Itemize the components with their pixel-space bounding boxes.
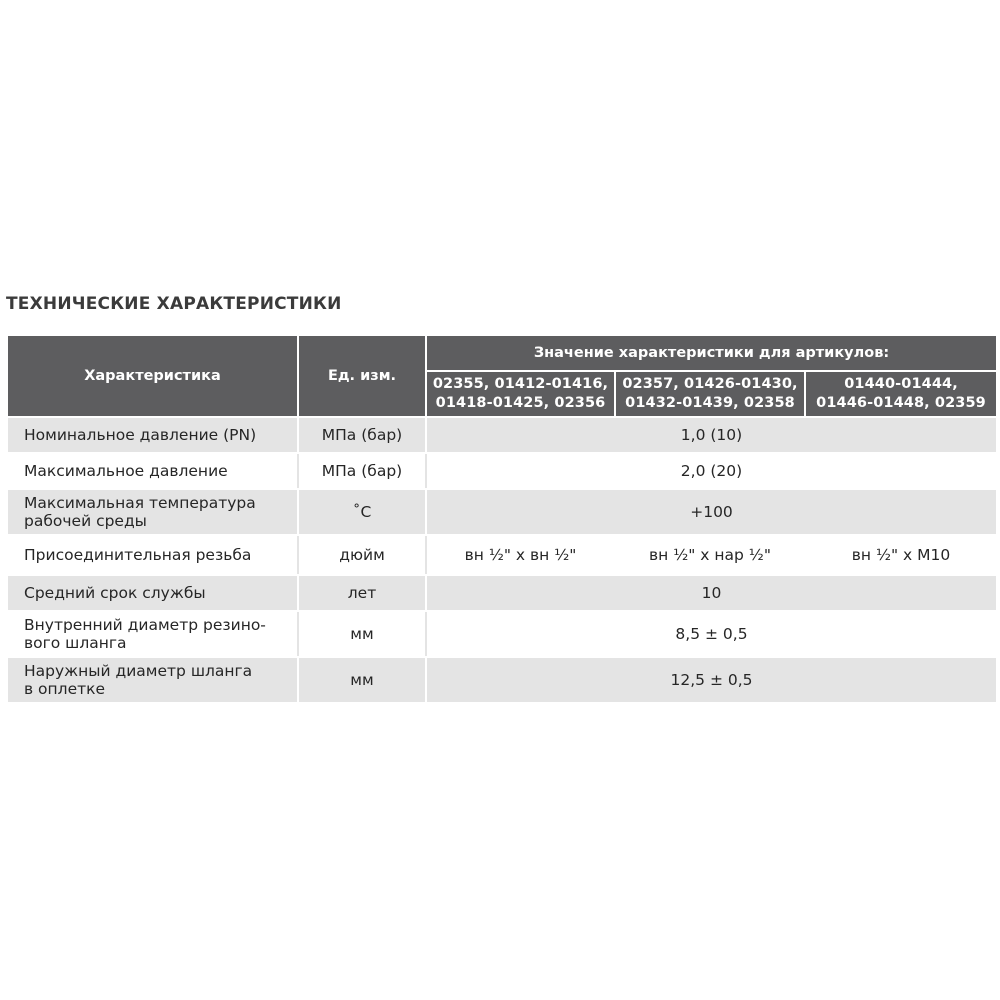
table-row bbox=[7, 575, 997, 611]
row-unit: МПа (бар) bbox=[298, 453, 426, 489]
row-value-article-group-2: вн ½" х нар ½" bbox=[615, 535, 805, 575]
row-name-line2: вого шланга bbox=[24, 634, 127, 652]
row-value: 1,0 (10) bbox=[426, 417, 997, 453]
article-group-2-line2: 01432-01439, 02358 bbox=[625, 395, 795, 411]
article-group-1-line2: 01418-01425, 02356 bbox=[435, 395, 606, 411]
row-name-line1: Внутренний диаметр резино- bbox=[24, 616, 266, 634]
section-title: ТЕХНИЧЕСКИЕ ХАРАКТЕРИСТИКИ bbox=[6, 294, 342, 314]
header-characteristic: Характеристика bbox=[7, 335, 298, 417]
table-row bbox=[7, 453, 997, 489]
row-unit: лет bbox=[298, 575, 426, 611]
row-unit: мм bbox=[298, 611, 426, 657]
table-row bbox=[7, 417, 997, 453]
row-name-line2: рабочей среды bbox=[24, 512, 147, 530]
article-group-3-line2: 01446-01448, 02359 bbox=[816, 395, 986, 411]
row-value: 10 bbox=[426, 575, 997, 611]
header-article-group-2 bbox=[615, 371, 805, 417]
row-value: 12,5 ± 0,5 bbox=[426, 657, 997, 703]
row-unit: мм bbox=[298, 657, 426, 703]
table-row bbox=[7, 657, 997, 703]
row-name: Максимальное давление bbox=[7, 453, 298, 489]
row-value-article-group-1: вн ½" х вн ½" bbox=[426, 535, 615, 575]
row-name bbox=[7, 657, 298, 703]
table-row bbox=[7, 611, 997, 657]
article-group-1-line1: 02355, 01412-01416, bbox=[432, 376, 609, 392]
specs-table bbox=[6, 334, 998, 704]
row-unit: МПа (бар) bbox=[298, 417, 426, 453]
header-article-group-1 bbox=[426, 371, 615, 417]
header-unit: Ед. изм. bbox=[298, 335, 426, 417]
row-name-line1: Наружный диаметр шланга bbox=[24, 662, 253, 680]
article-group-2-line1: 02357, 01426-01430, bbox=[622, 376, 798, 392]
table-row bbox=[7, 535, 997, 575]
row-value: 2,0 (20) bbox=[426, 453, 997, 489]
table-row bbox=[7, 489, 997, 535]
row-unit: ˚С bbox=[298, 489, 426, 535]
row-name: Средний срок службы bbox=[7, 575, 298, 611]
row-name bbox=[7, 489, 298, 535]
header-values: Значение характеристики для артикулов: bbox=[426, 335, 997, 371]
row-name: Присоединительная резьба bbox=[7, 535, 298, 575]
row-name-line1: Максимальная температура bbox=[24, 494, 256, 512]
row-value: +100 bbox=[426, 489, 997, 535]
row-unit: дюйм bbox=[298, 535, 426, 575]
header-article-group-3 bbox=[805, 371, 997, 417]
row-name: Номинальное давление (PN) bbox=[7, 417, 298, 453]
row-value-article-group-3: вн ½" х М10 bbox=[805, 535, 997, 575]
row-name-line2: в оплетке bbox=[24, 680, 106, 698]
row-value: 8,5 ± 0,5 bbox=[426, 611, 997, 657]
row-name bbox=[7, 611, 298, 657]
article-group-3-line1: 01440-01444, bbox=[844, 376, 958, 392]
